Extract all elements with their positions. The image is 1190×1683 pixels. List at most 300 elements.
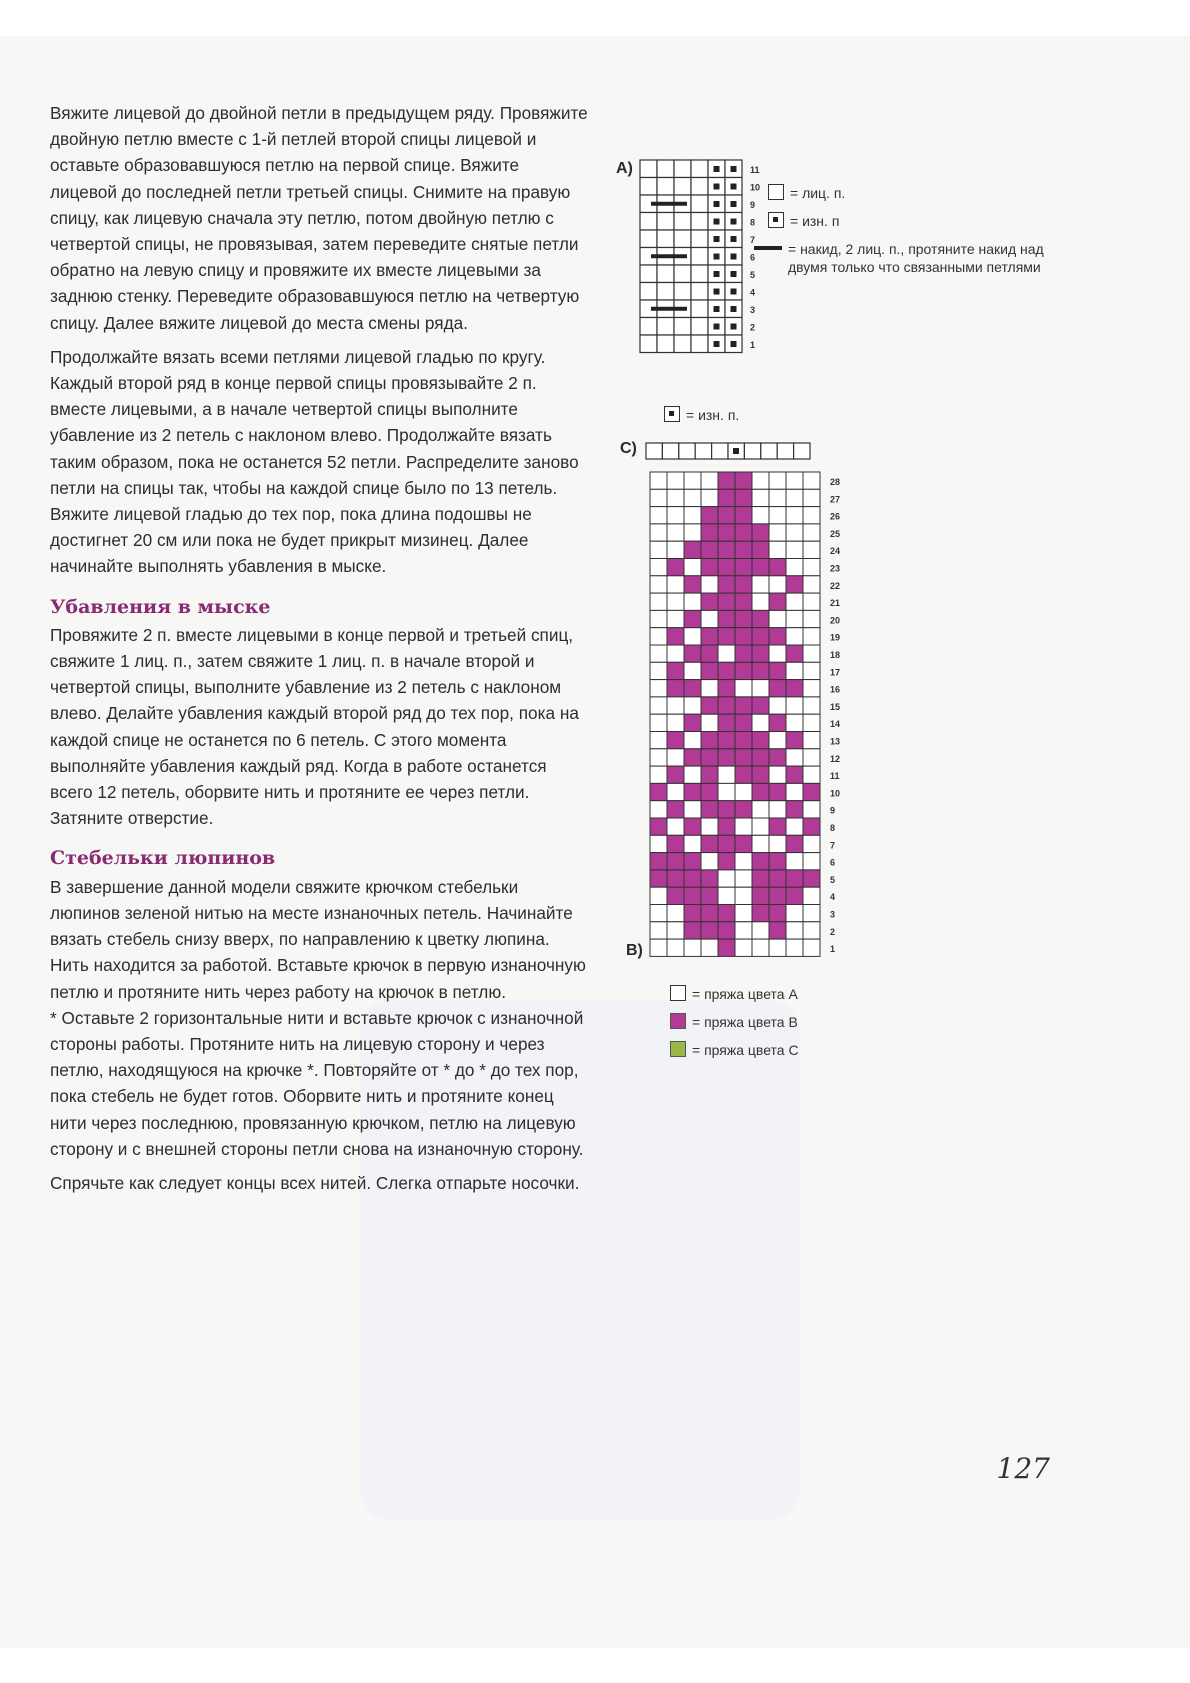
- chart-b-cell: [803, 714, 820, 731]
- chart-b-cell: [650, 472, 667, 489]
- chart-b-cell: [786, 922, 803, 939]
- chart-a-cell: [640, 335, 657, 353]
- chart-b-cell: [701, 697, 718, 714]
- chart-b-cell: [650, 714, 667, 731]
- chart-b-cell: [769, 507, 786, 524]
- chart-b-row-number: 25: [830, 528, 841, 539]
- chart-a-purl-dot: [714, 219, 720, 225]
- chart-b-cell: [735, 593, 752, 610]
- chart-b-cell: [718, 766, 735, 783]
- chart-b-cell: [650, 680, 667, 697]
- chart-a-cell: [691, 195, 708, 213]
- chart-b-cell: [684, 818, 701, 835]
- chart-b-cell: [667, 714, 684, 731]
- chart-c-label: C): [620, 440, 637, 457]
- legend-bar-text: = накид, 2 лиц. п., протяните накид над двумя только что связанными петлями: [788, 241, 1044, 275]
- lupine-stems-text-3: Спрячьте как следует концы всех нитей. Слегка отпарьте носочки.: [50, 1172, 580, 1193]
- chart-b-cell: [667, 680, 684, 697]
- lupine-stems-text-1: В завершение данной модели свяжите крючком стебельки люпинов зеленой нитью на месте изнаночных петель. Начинайте вязать стебель снизу вверх, по направлению к цветку люпина. Нить находится за работой. Вставьте крючок в первую изнаночную петлю и протяните нить через работу на крючок в петлю.: [50, 876, 586, 1002]
- chart-b-cell: [786, 939, 803, 956]
- chart-b-cell: [735, 507, 752, 524]
- chart-b-cell: [650, 801, 667, 818]
- chart-b-cell: [803, 870, 820, 887]
- chart-b-cell: [718, 783, 735, 800]
- chart-a-cell: [657, 230, 674, 248]
- chart-b-cell: [803, 645, 820, 662]
- chart-b-cell: [735, 680, 752, 697]
- chart-b-cell: [735, 870, 752, 887]
- chart-b-cell: [701, 714, 718, 731]
- chart-b-cell: [718, 714, 735, 731]
- chart-b-cell: [769, 853, 786, 870]
- chart-b-cell: [684, 593, 701, 610]
- chart-b-cell: [752, 714, 769, 731]
- chart-b-cell: [769, 922, 786, 939]
- chart-b-cell: [769, 559, 786, 576]
- chart-b-cell: [769, 905, 786, 922]
- chart-b-cell: [718, 922, 735, 939]
- heading-toe-decreases: Убавления в мыске: [50, 595, 271, 618]
- chart-b-cell: [752, 489, 769, 506]
- chart-b-cell: [786, 541, 803, 558]
- chart-b-cell: [701, 801, 718, 818]
- chart-b-cell: [735, 697, 752, 714]
- chart-b-cell: [667, 662, 684, 679]
- chart-b-cell: [667, 887, 684, 904]
- chart-b-cell: [735, 801, 752, 818]
- chart-b-cell: [650, 541, 667, 558]
- chart-b-cell: [735, 662, 752, 679]
- chart-b-cell: [786, 853, 803, 870]
- chart-b-row-number: 2: [830, 926, 836, 937]
- chart-b-cell: [667, 922, 684, 939]
- page-number: 127: [996, 1452, 1050, 1485]
- chart-b-row-number: 9: [830, 805, 836, 816]
- chart-b-cell: [684, 714, 701, 731]
- chart-b-cell: [769, 593, 786, 610]
- chart-b-cell: [803, 835, 820, 852]
- chart-b-cell: [769, 835, 786, 852]
- chart-a-cell: [691, 160, 708, 178]
- chart-b-cell: [667, 489, 684, 506]
- chart-b-cell: [803, 541, 820, 558]
- chart-b-label: B): [626, 942, 643, 959]
- chart-c-cell: [761, 443, 777, 459]
- chart-a-cell: [674, 213, 691, 231]
- chart-b-cell: [752, 922, 769, 939]
- chart-b-cell: [667, 801, 684, 818]
- chart-b-cell: [752, 662, 769, 679]
- chart-b-cell: [684, 853, 701, 870]
- chart-b-cell: [650, 507, 667, 524]
- chart-b-cell: [735, 835, 752, 852]
- chart-b-row-number: 21: [830, 598, 841, 609]
- chart-b-row-number: 1: [830, 944, 836, 955]
- chart-b-cell: [718, 593, 735, 610]
- chart-b-cell: [718, 662, 735, 679]
- chart-b-cell: [735, 818, 752, 835]
- chart-b-cell: [718, 628, 735, 645]
- chart-b-row-number: 27: [830, 494, 841, 505]
- chart-b-cell: [684, 645, 701, 662]
- chart-b-cell: [718, 559, 735, 576]
- chart-b-cell: [786, 576, 803, 593]
- chart-c-cell: [712, 443, 728, 459]
- chart-b-cell: [803, 697, 820, 714]
- chart-b-cell: [684, 524, 701, 541]
- chart-b-cell: [684, 610, 701, 627]
- chart-b-cell: [684, 801, 701, 818]
- chart-b-cell: [684, 507, 701, 524]
- chart-b-cell: [786, 714, 803, 731]
- chart-b-cell: [752, 593, 769, 610]
- chart-b-cell: [718, 610, 735, 627]
- chart-b-cell: [803, 766, 820, 783]
- chart-b-cell: [701, 905, 718, 922]
- chart-b-legend: [670, 985, 799, 1069]
- chart-b-cell: [752, 905, 769, 922]
- legend-purl: [768, 212, 1068, 232]
- chart-c-cell: [679, 443, 695, 459]
- chart-a-cell: [674, 318, 691, 336]
- chart-b-cell: [701, 766, 718, 783]
- chart-a-purl-dot: [731, 254, 737, 260]
- chart-a-cell: [657, 335, 674, 353]
- chart-b-cell: [701, 472, 718, 489]
- chart-a-legend: [768, 184, 1068, 284]
- legend-bar: [754, 240, 1068, 276]
- chart-b-cell: [752, 835, 769, 852]
- chart-a-cell: [691, 230, 708, 248]
- chart-b-cell: [769, 524, 786, 541]
- chart-b-cell: [667, 507, 684, 524]
- chart-a-cell: [657, 265, 674, 283]
- chart-b-cell: [667, 697, 684, 714]
- chart-b-cell: [735, 714, 752, 731]
- chart-b-cell: [667, 593, 684, 610]
- chart-c-cell: [646, 443, 662, 459]
- chart-b-cell: [769, 783, 786, 800]
- chart-b-cell: [786, 732, 803, 749]
- chart-a-cell: [640, 318, 657, 336]
- chart-b-row-number: 17: [830, 667, 841, 678]
- legend-color-a-text: = пряжа цвета A: [692, 986, 798, 1002]
- chart-a-purl-dot: [714, 306, 720, 312]
- chart-a-purl-dot: [731, 324, 737, 330]
- chart-b-cell: [701, 732, 718, 749]
- chart-b-cell: [650, 489, 667, 506]
- chart-b-cell: [667, 905, 684, 922]
- chart-b-cell: [701, 628, 718, 645]
- chart-c-cell: [695, 443, 711, 459]
- chart-a-cell: [640, 160, 657, 178]
- chart-b-cell: [650, 870, 667, 887]
- chart-b-cell: [786, 835, 803, 852]
- chart-a-cell: [691, 248, 708, 266]
- chart-a-cell: [674, 178, 691, 196]
- chart-b-row-number: 23: [830, 563, 841, 574]
- chart-b-cell: [718, 818, 735, 835]
- chart-b-cell: [786, 472, 803, 489]
- chart-b-cell: [769, 472, 786, 489]
- chart-b-cell: [786, 489, 803, 506]
- chart-b-cell: [650, 887, 667, 904]
- chart-b-cell: [684, 680, 701, 697]
- chart-b-cell: [735, 939, 752, 956]
- chart-b-cell: [769, 766, 786, 783]
- chart-b-row-number: 26: [830, 511, 841, 522]
- chart-b-row-number: 10: [830, 788, 841, 799]
- chart-a-cell: [691, 300, 708, 318]
- chart-a-purl-dot: [731, 219, 737, 225]
- chart-b-cell: [752, 628, 769, 645]
- chart-a-row-number: 3: [750, 305, 756, 315]
- chart-b-cell: [769, 732, 786, 749]
- chart-a-cell: [640, 178, 657, 196]
- chart-b-cell: [650, 818, 667, 835]
- legend-knit: [768, 184, 1068, 204]
- chart-b-cell: [769, 645, 786, 662]
- chart-b-row-number: 16: [830, 684, 841, 695]
- chart-b-cell: [735, 524, 752, 541]
- chart-c-cell: [794, 443, 810, 459]
- lupine-stems-text-2: * Оставьте 2 горизонтальные нити и вставьте крючок с изнаночной стороны работы. Протяните нить на лицевую сторону и через петлю, находящуюся на крючке *. Повторяйте от * до * до тех пор, пока стебель не будет готов. Оборвите нить и протяните конец нити через последнюю, провязанную крючком, петлю на лицевую сторону и с внешней стороны петли снова на изнаночную сторону.: [50, 1007, 584, 1159]
- heading-lupine-stems: Стебельки люпинов: [50, 847, 276, 870]
- chart-b-cell: [684, 922, 701, 939]
- chart-b-cell: [718, 576, 735, 593]
- text-column: [50, 100, 590, 1204]
- chart-a-cell: [640, 230, 657, 248]
- chart-b-cell: [769, 680, 786, 697]
- chart-a-cell: [657, 318, 674, 336]
- chart-b-cell: [803, 749, 820, 766]
- chart-b-cell: [718, 870, 735, 887]
- legend-knit-text: = лиц. п.: [790, 185, 846, 201]
- chart-a-purl-dot: [731, 166, 737, 172]
- chart-a-row-number: 10: [750, 182, 761, 193]
- chart-b-cell: [684, 835, 701, 852]
- chart-b-cell: [718, 801, 735, 818]
- chart-b-cell: [701, 783, 718, 800]
- chart-b-cell: [786, 818, 803, 835]
- chart-b-row-number: 8: [830, 823, 836, 833]
- chart-b-row-number: 7: [830, 840, 836, 851]
- chart-b-cell: [735, 732, 752, 749]
- chart-a-label: A): [616, 160, 633, 177]
- legend-color-c-text: = пряжа цвета C: [692, 1042, 799, 1058]
- chart-b-cell: [769, 610, 786, 627]
- chart-b-cell: [667, 472, 684, 489]
- chart-b-cell: [786, 887, 803, 904]
- chart-a-purl-dot: [714, 254, 720, 260]
- chart-b-cell: [650, 905, 667, 922]
- chart-b-cell: [650, 610, 667, 627]
- chart-a-purl-dot: [731, 341, 737, 347]
- chart-a-cell: [691, 318, 708, 336]
- chart-b-cell: [718, 887, 735, 904]
- chart-c-purl-dot: [733, 448, 739, 454]
- chart-b-cell: [684, 628, 701, 645]
- chart-b-cell: [667, 541, 684, 558]
- yarn-color-a-swatch-icon: [670, 985, 686, 1001]
- chart-b-cell: [684, 559, 701, 576]
- chart-b-cell: [718, 697, 735, 714]
- chart-b-cell: [718, 645, 735, 662]
- chart-b-cell: [786, 524, 803, 541]
- chart-b-cell: [803, 610, 820, 627]
- chart-b-cell: [667, 524, 684, 541]
- chart-b-cell: [786, 628, 803, 645]
- chart-b-cell: [769, 628, 786, 645]
- chart-b-cell: [684, 766, 701, 783]
- legend-purl-mid-text: = изн. п.: [686, 407, 740, 423]
- chart-b-cell: [701, 610, 718, 627]
- chart-b-cell: [667, 749, 684, 766]
- chart-c-legend: [664, 406, 739, 434]
- chart-b-row-number: 14: [830, 719, 841, 730]
- chart-b-row-number: 4: [830, 892, 836, 903]
- chart-b-cell: [735, 645, 752, 662]
- chart-b-cell: [684, 939, 701, 956]
- chart-a-row-number: 4: [750, 287, 756, 298]
- chart-b-cell: [718, 835, 735, 852]
- chart-b-cell: [803, 680, 820, 697]
- chart-b-cell: [684, 870, 701, 887]
- chart-b-cell: [650, 662, 667, 679]
- chart-a-purl-dot: [714, 289, 720, 295]
- paragraph-2: Продолжайте вязать всеми петлями лицевой гладью по кругу. Каждый второй ряд в конце первой спицы провязывайте 2 п. вместе лицевыми, а в начале четвертой спицы выполните убавление из 2 петель с наклоном влево. Продолжайте вязать таким образом, пока не останется 52 петли. Распределите заново петли на спицы так, чтобы на каждой спице было по 13 петель. Вяжите лицевой гладью до тех пор, пока длина подошвы не достигнет 20 см или пока не будет прикрыт мизинец. Далее начинайте выполнять убавления в мыске.: [50, 346, 579, 577]
- chart-b-cell: [701, 593, 718, 610]
- chart-b-cell: [667, 610, 684, 627]
- chart-b-cell: [701, 662, 718, 679]
- chart-a-purl-dot: [714, 324, 720, 330]
- chart-b-cell: [718, 489, 735, 506]
- chart-b-cell: [667, 835, 684, 852]
- chart-b-cell: [803, 939, 820, 956]
- legend-purl-text: = изн. п: [790, 213, 840, 229]
- chart-b-cell: [701, 853, 718, 870]
- chart-b-cell: [803, 576, 820, 593]
- chart-b-cell: [735, 628, 752, 645]
- chart-a-row-number: 2: [750, 322, 756, 333]
- chart-b-cell: [752, 870, 769, 887]
- chart-a-cell: [657, 178, 674, 196]
- chart-c: [645, 441, 825, 463]
- chart-b-cell: [769, 818, 786, 835]
- chart-b-cell: [650, 559, 667, 576]
- chart-b-cell: [735, 559, 752, 576]
- chart-b-cell: [684, 472, 701, 489]
- chart-b-row-number: 6: [830, 857, 836, 868]
- chart-b-cell: [786, 870, 803, 887]
- chart-b-cell: [769, 870, 786, 887]
- chart-b-cell: [752, 697, 769, 714]
- chart-b-cell: [803, 905, 820, 922]
- chart-b-cell: [752, 766, 769, 783]
- chart-b-cell: [701, 818, 718, 835]
- chart-a-cell: [691, 213, 708, 231]
- chart-b-cell: [650, 628, 667, 645]
- chart-b-cell: [684, 887, 701, 904]
- chart-b-row-number: 3: [830, 909, 836, 920]
- chart-a-cell: [691, 178, 708, 196]
- chart-a-row-number: 5: [750, 270, 756, 280]
- chart-c-cell: [744, 443, 760, 459]
- chart-b-row-number: 5: [830, 874, 836, 885]
- chart-a-yarn-over-bar: [651, 254, 687, 258]
- chart-b-cell: [650, 783, 667, 800]
- legend-color-b-text: = пряжа цвета B: [692, 1014, 798, 1030]
- chart-a-row-number: 9: [750, 200, 756, 210]
- chart-b-cell: [650, 835, 667, 852]
- chart-a-row-number: 7: [750, 235, 756, 245]
- chart-a: [640, 160, 761, 370]
- chart-b-cell: [650, 939, 667, 956]
- chart-b-cell: [718, 853, 735, 870]
- chart-b-cell: [684, 783, 701, 800]
- chart-b-cell: [701, 489, 718, 506]
- chart-a-purl-dot: [714, 184, 720, 190]
- chart-b-cell: [684, 697, 701, 714]
- chart-b-cell: [803, 489, 820, 506]
- chart-b-cell: [803, 783, 820, 800]
- chart-b-cell: [752, 732, 769, 749]
- chart-a-cell: [674, 283, 691, 301]
- chart-b-cell: [701, 507, 718, 524]
- chart-b-cell: [701, 645, 718, 662]
- chart-b-cell: [735, 749, 752, 766]
- chart-a-row-number: 1: [750, 340, 756, 350]
- chart-b-cell: [786, 593, 803, 610]
- chart-b-row-number: 28: [830, 477, 841, 487]
- chart-a-purl-dot: [731, 271, 737, 277]
- chart-a-cell: [674, 230, 691, 248]
- chart-a-cell: [657, 213, 674, 231]
- chart-b-cell: [701, 870, 718, 887]
- chart-b-cell: [786, 610, 803, 627]
- purl-stitch-icon: [664, 406, 680, 422]
- chart-b-cell: [752, 749, 769, 766]
- chart-b-cell: [786, 783, 803, 800]
- chart-a-cell: [691, 335, 708, 353]
- chart-b-cell: [786, 680, 803, 697]
- chart-b-row-number: 15: [830, 701, 841, 712]
- chart-b-cell: [735, 853, 752, 870]
- chart-b-cell: [650, 749, 667, 766]
- chart-b-cell: [701, 922, 718, 939]
- chart-b-cell: [718, 524, 735, 541]
- chart-b-cell: [684, 576, 701, 593]
- chart-b-cell: [786, 645, 803, 662]
- chart-b-cell: [786, 662, 803, 679]
- chart-b-cell: [718, 507, 735, 524]
- chart-b-row-number: 12: [830, 753, 841, 764]
- chart-b-cell: [769, 662, 786, 679]
- chart-b-cell: [769, 576, 786, 593]
- chart-b-cell: [803, 559, 820, 576]
- chart-a-cell: [674, 160, 691, 178]
- chart-b-cell: [769, 541, 786, 558]
- chart-b-cell: [803, 507, 820, 524]
- chart-b-cell: [803, 732, 820, 749]
- chart-b-cell: [769, 939, 786, 956]
- chart-b-cell: [701, 835, 718, 852]
- chart-b-cell: [735, 576, 752, 593]
- chart-b-cell: [769, 887, 786, 904]
- chart-b-cell: [684, 489, 701, 506]
- chart-a-cell: [640, 283, 657, 301]
- chart-b-cell: [769, 697, 786, 714]
